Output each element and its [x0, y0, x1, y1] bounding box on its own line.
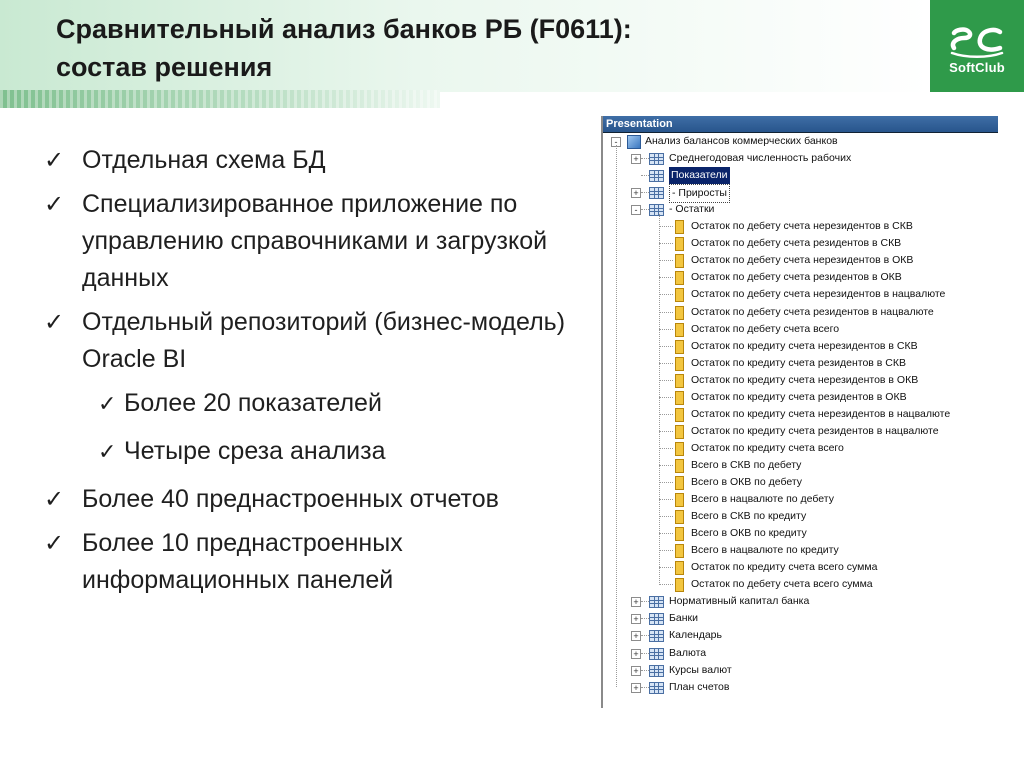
- table-icon: [649, 187, 664, 199]
- tree-connector: [659, 533, 673, 534]
- measure-icon: [675, 374, 684, 388]
- tree-connector: [659, 243, 673, 244]
- tree-connector: [659, 567, 673, 568]
- tree-node-label: Всего в СКВ по дебету: [691, 458, 802, 471]
- tree-row[interactable]: [603, 645, 996, 662]
- cube-icon: [627, 135, 641, 149]
- tree-connector: [659, 260, 673, 261]
- expand-icon[interactable]: +: [631, 597, 641, 607]
- tree-connector: [659, 380, 673, 381]
- tree-row[interactable]: [603, 593, 996, 610]
- tree-connector: [659, 516, 673, 517]
- softclub-logo-icon: [948, 22, 1006, 58]
- tree-connector: [659, 482, 673, 483]
- tree-node-label: Курсы валют: [669, 663, 732, 676]
- table-icon: [649, 153, 664, 165]
- checkmark-icon: ✓: [44, 191, 65, 218]
- collapse-icon[interactable]: -: [611, 137, 621, 147]
- measure-icon: [675, 271, 684, 285]
- tree-connector: [641, 209, 649, 210]
- measure-icon: [675, 578, 684, 592]
- tree-node-label: - Приросты: [669, 184, 730, 203]
- tree-node-label: Всего в нацвалюте по кредиту: [691, 544, 839, 557]
- tree-connector: [641, 687, 649, 688]
- tree-connector: [659, 414, 673, 415]
- tree-node-label: Валюта: [669, 646, 707, 659]
- tree-connector: [659, 397, 673, 398]
- measure-icon: [675, 561, 684, 575]
- slide-title: [56, 10, 632, 86]
- table-icon: [649, 596, 664, 608]
- tree-connector: [641, 618, 649, 619]
- checkmark-icon: ✓: [44, 486, 65, 513]
- tree-node-label: Всего в ОКВ по дебету: [691, 476, 803, 488]
- collapse-icon[interactable]: -: [631, 205, 641, 215]
- tree-node-label: Остаток по кредиту счета нерезидентов в нацвалюте: [691, 407, 951, 420]
- logo-text: SoftClub: [949, 60, 1005, 75]
- tree-connector: [659, 346, 673, 347]
- tree-row[interactable]: [603, 133, 996, 150]
- sub-bullet-item: [98, 385, 584, 422]
- table-icon: [649, 204, 664, 216]
- tree-node-label: Остаток по кредиту счета резидентов в ОКВ: [691, 390, 907, 403]
- measure-icon: [675, 288, 684, 302]
- tree-node-label: Остаток по кредиту счета всего: [691, 441, 844, 454]
- measure-icon: [675, 391, 684, 405]
- tree-node-label: Остаток по кредиту счета резидентов в нацвалюте: [691, 424, 939, 437]
- tree-node-label: Остаток по дебету счета резидентов в нацвалюте: [691, 305, 934, 318]
- tree-connector: [659, 584, 673, 585]
- tree-node-label: Показатели: [669, 167, 730, 184]
- expand-icon[interactable]: +: [631, 631, 641, 641]
- tree-node-label: Остаток по кредиту счета нерезидентов в СКВ: [691, 339, 918, 352]
- bullet-item: [44, 481, 584, 518]
- tree-node-label: Нормативный капитал банка: [669, 595, 810, 608]
- tree-connector: [659, 499, 673, 500]
- measure-icon: [675, 237, 684, 251]
- tree-connector: [641, 158, 649, 159]
- tree-node-label: Всего в нацвалюте по дебету: [691, 493, 834, 506]
- checkmark-icon: ✓: [98, 439, 117, 464]
- tree-row[interactable]: [603, 201, 996, 218]
- panel-title: Presentation: [603, 116, 998, 133]
- tree-connector: [641, 670, 649, 671]
- table-icon: [649, 613, 664, 625]
- tree-connector: [641, 601, 649, 602]
- bullet-item: [44, 304, 584, 378]
- tree-node-label: Остаток по дебету счета резидентов в ОКВ: [691, 271, 902, 284]
- softclub-logo: [930, 0, 1024, 92]
- measure-icon: [675, 254, 684, 268]
- bullet-item: [44, 186, 584, 297]
- bullet-text: Более 10 преднастроенных информационных панелей: [82, 529, 403, 594]
- tree-node-label: Среднегодовая численность рабочих: [669, 152, 852, 165]
- tree-connector: [659, 226, 673, 227]
- bullet-text: Более 40 преднастроенных отчетов: [82, 485, 499, 513]
- tree-node-label: Остаток по кредиту счета нерезидентов в ОКВ: [691, 373, 919, 386]
- tree-row[interactable]: [603, 150, 996, 167]
- measure-icon: [675, 442, 684, 456]
- tree-node-label: Остаток по дебету счета нерезидентов в СКВ: [691, 220, 913, 233]
- measure-icon: [675, 527, 684, 541]
- tree-connector: [659, 363, 673, 364]
- measure-icon: [675, 476, 684, 490]
- tree-row[interactable]: [603, 184, 996, 201]
- measure-icon: [675, 357, 684, 371]
- tree-row[interactable]: [603, 627, 996, 644]
- measure-icon: [675, 544, 684, 558]
- checkmark-icon: ✓: [44, 309, 65, 336]
- measure-icon: [675, 425, 684, 439]
- tree-connector: [659, 431, 673, 432]
- tree-connector: [659, 465, 673, 466]
- tree-node-label: Банки: [669, 612, 698, 625]
- tree-row[interactable]: [603, 610, 996, 627]
- bullet-item: [44, 142, 584, 179]
- tree-node-label: Всего в ОКВ по кредиту: [691, 527, 807, 540]
- tree-connector: [641, 175, 649, 176]
- tree-node-label: Остаток по дебету счета нерезидентов в ОКВ: [691, 254, 914, 267]
- tree-node-label: Анализ балансов коммерческих банков: [645, 135, 838, 147]
- expand-icon[interactable]: +: [631, 614, 641, 624]
- checkmark-icon: ✓: [44, 147, 65, 174]
- bullet-text: Четыре среза анализа: [124, 437, 386, 465]
- checkmark-icon: ✓: [44, 530, 65, 557]
- tree-connector: [659, 329, 673, 330]
- checkmark-icon: ✓: [98, 391, 117, 416]
- decorative-stripe: [0, 90, 440, 108]
- tree-node-label: Остаток по дебету счета всего сумма: [691, 578, 873, 591]
- table-icon: [649, 630, 664, 642]
- expand-icon[interactable]: +: [631, 188, 641, 198]
- tree-connector: [659, 550, 673, 551]
- tree-connector: [641, 192, 649, 193]
- tree-connector: [659, 277, 673, 278]
- tree-connector: [641, 653, 649, 654]
- expand-icon[interactable]: +: [631, 649, 641, 659]
- tree-node-label: Остаток по кредиту счета резидентов в СКВ: [691, 356, 906, 369]
- bullet-list: [44, 142, 584, 606]
- tree-row[interactable]: [603, 167, 996, 184]
- expand-icon[interactable]: +: [631, 666, 641, 676]
- tree-row[interactable]: [603, 662, 996, 679]
- tree-node-label: Всего в СКВ по кредиту: [691, 510, 807, 523]
- measure-icon: [675, 340, 684, 354]
- measure-icon: [675, 408, 684, 422]
- measure-icon: [675, 493, 684, 507]
- tree-row[interactable]: [603, 679, 996, 696]
- bullet-item: [44, 525, 584, 599]
- tree-connector: [616, 145, 617, 687]
- tree-node-label: Остаток по кредиту счета всего сумма: [691, 561, 878, 574]
- table-icon: [649, 648, 664, 660]
- table-icon: [649, 682, 664, 694]
- tree-node-label: План счетов: [669, 680, 730, 693]
- bullet-text: Отдельная схема БД: [82, 146, 326, 174]
- presentation-panel: [601, 116, 998, 708]
- table-icon: [649, 665, 664, 677]
- tree-node-label: Остаток по дебету счета всего: [691, 322, 840, 335]
- sub-bullet-item: [98, 433, 584, 470]
- slide-header: [0, 0, 930, 92]
- tree-node-label: Календарь: [669, 629, 722, 642]
- slide-title-line-1: Сравнительный анализ банков РБ (F0611):: [56, 14, 632, 44]
- measure-icon: [675, 323, 684, 337]
- measure-icon: [675, 220, 684, 234]
- tree-connector: [641, 635, 649, 636]
- tree-connector: [659, 214, 660, 585]
- tree-connector: [659, 294, 673, 295]
- bullet-text: Более 20 показателей: [124, 389, 382, 417]
- expand-icon[interactable]: +: [631, 683, 641, 693]
- measure-icon: [675, 306, 684, 320]
- tree-connector: [659, 312, 673, 313]
- bullet-text: Специализированное приложение по управлению справочниками и загрузкой данных: [82, 190, 548, 292]
- table-icon: [649, 170, 664, 182]
- bullet-text: Отдельный репозиторий (бизнес-модель) Oracle BI: [82, 308, 566, 373]
- slide-title-line-2: состав решения: [56, 52, 273, 82]
- measure-icon: [675, 459, 684, 473]
- measure-icon: [675, 510, 684, 524]
- tree-node-label: Остаток по дебету счета нерезидентов в нацвалюте: [691, 288, 946, 301]
- tree-connector: [659, 448, 673, 449]
- expand-icon[interactable]: +: [631, 154, 641, 164]
- tree-node-label: - Остатки: [669, 203, 715, 216]
- tree-node-label: Остаток по дебету счета резидентов в СКВ: [691, 237, 902, 250]
